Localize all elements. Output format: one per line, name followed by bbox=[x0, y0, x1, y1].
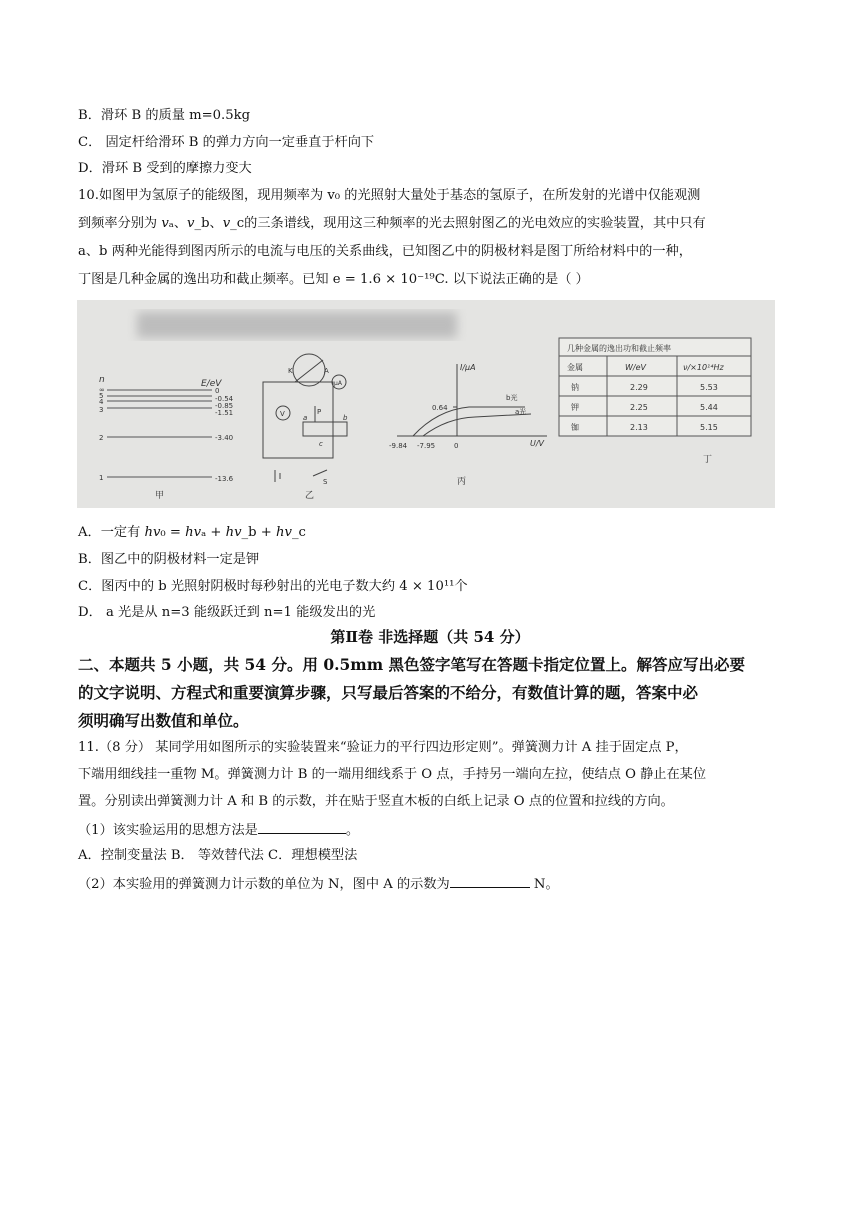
q11-sub-2-end: N。 bbox=[529, 877, 559, 892]
level-e-2: -3.40 bbox=[215, 434, 234, 442]
table-header-metal: 金属 bbox=[567, 363, 583, 372]
label-a: A bbox=[324, 367, 329, 375]
q11-sub-1-end: 。 bbox=[345, 823, 360, 838]
table-cell-sodium: 钠 bbox=[571, 383, 579, 392]
tick-label-064: 0.64 bbox=[432, 404, 448, 412]
level-n-5: 5 bbox=[99, 392, 104, 400]
part2-heading: 第Ⅱ卷 非选择题（共 54 分） bbox=[330, 628, 530, 646]
q10-line-3: a、b 两种光能得到图丙所示的电流与电压的关系曲线，已知图乙中的阴极材料是图丁所给材料中的一种， bbox=[78, 244, 692, 259]
level-n-inf: ∞ bbox=[99, 386, 105, 394]
part2-instruction-3: 须明确写出数值和单位。 bbox=[78, 711, 249, 730]
blurred-header bbox=[137, 312, 457, 338]
q10-line-1: 10.如图甲为氢原子的能级图，现用频率为 v₀ 的光照射大量处于基态的氢原子，在所发射的光谱中仅能观测 bbox=[78, 188, 701, 203]
caption-yi: 乙 bbox=[305, 491, 315, 501]
label-microammeter: μA bbox=[334, 380, 342, 387]
level-n-4: 4 bbox=[99, 398, 104, 406]
option-b: B．滑环 B 的质量 m=0.5kg bbox=[78, 108, 251, 123]
level-n-header: n bbox=[99, 375, 105, 385]
table-cell-rubidium: 铷 bbox=[571, 423, 579, 432]
q10-line-2: 到频率分别为 𝑣ₐ、𝑣_b、𝑣_c的三条谱线，现用这三种频率的光去照射图乙的光电效应的实验装置，其中只有 bbox=[78, 216, 706, 231]
table-cell-potassium: 钾 bbox=[571, 403, 579, 412]
q10-line-4: 丁图是几种金属的逸出功和截止频率。已知 e = 1.6 × 10⁻¹⁹C. 以下说法正确的是（ ） bbox=[78, 272, 589, 287]
table-header-w: W/eV bbox=[625, 363, 646, 372]
q11-sub-2-prompt: （2）本实验用的弹簧测力计示数的单位为 N，图中 A 的示数为 bbox=[78, 877, 450, 892]
q10-option-d: D． a 光是从 n=3 能级跃迁到 n=1 能级发出的光 bbox=[78, 605, 376, 620]
q10-option-c: C．图丙中的 b 光照射阴极时每秒射出的光电子数大约 4 × 10¹¹个 bbox=[78, 579, 468, 594]
table-cell-sodium-nu: 5.53 bbox=[700, 383, 718, 392]
level-n-1: 1 bbox=[99, 474, 104, 482]
curve-b-label: b光 bbox=[506, 394, 518, 402]
q10-option-b: B．图乙中的阴极材料一定是钾 bbox=[78, 552, 260, 567]
q11-line-1: 11.（8 分） 某同学用如图所示的实验装置来“验证力的平行四边形定则”。弹簧测力计 A 挂于固定点 P， bbox=[78, 740, 688, 755]
level-e-4: -0.85 bbox=[215, 402, 234, 410]
level-e-inf: 0 bbox=[215, 387, 220, 395]
level-e-5: -0.54 bbox=[215, 395, 234, 403]
q10-option-a: A．一定有 ℎ𝑣₀ = ℎ𝑣ₐ + ℎ𝑣_b + ℎ𝑣_c bbox=[78, 525, 306, 540]
energy-axis-label: E/eV bbox=[201, 379, 222, 389]
axis-i-label: I/μA bbox=[460, 363, 476, 372]
table-title: 几种金属的逸出功和截止频率 bbox=[567, 344, 671, 353]
option-d: D．滑环 B 受到的摩擦力变大 bbox=[78, 161, 252, 176]
table-cell-sodium-w: 2.29 bbox=[630, 383, 648, 392]
label-voltmeter: V bbox=[280, 410, 285, 418]
axis-u-label: U/V bbox=[530, 439, 545, 448]
q11-line-3: 置。分别读出弹簧测力计 A 和 B 的示数，并在贴于竖直木板的白纸上记录 O 点的位置和拉线的方向。 bbox=[78, 794, 674, 809]
option-c: C． 固定杆给滑环 B 的弹力方向一定垂直于杆向下 bbox=[78, 135, 375, 150]
q10-figure bbox=[77, 300, 775, 508]
table-header-nu: ν/×10¹⁴Hz bbox=[683, 363, 724, 372]
level-n-3: 3 bbox=[99, 406, 104, 414]
table-cell-potassium-w: 2.25 bbox=[630, 403, 648, 412]
label-k: K bbox=[288, 367, 293, 375]
q11-sub-2 bbox=[78, 873, 559, 895]
table-cell-potassium-nu: 5.44 bbox=[700, 403, 718, 412]
tick-label-984: -9.84 bbox=[389, 442, 408, 450]
table-cell-rubidium-nu: 5.15 bbox=[700, 423, 718, 432]
table-cell-rubidium-w: 2.13 bbox=[630, 423, 648, 432]
caption-jia: 甲 bbox=[155, 491, 165, 501]
answer-blank-2[interactable] bbox=[450, 873, 530, 888]
label-rheo-b: b bbox=[343, 414, 348, 422]
q11-line-2: 下端用细线挂一重物 M。弹簧测力计 B 的一端用细线系于 O 点，手持另一端向左拉，使结点 O 静止在某位 bbox=[78, 767, 707, 782]
label-c: c bbox=[319, 440, 323, 448]
level-e-1: -13.6 bbox=[215, 475, 234, 483]
label-p: P bbox=[317, 408, 322, 416]
curve-a-label: a光 bbox=[515, 408, 527, 416]
part2-instruction-1: 二、本题共 5 小题，共 54 分。用 0.5mm 黑色签字笔写在答题卡指定位置上。解答应写出必要 bbox=[78, 655, 746, 674]
q11-sub-1-prompt: （1）该实验运用的思想方法是 bbox=[78, 823, 258, 838]
label-rheo-a: a bbox=[303, 414, 308, 422]
answer-blank-1[interactable] bbox=[258, 819, 346, 834]
level-e-3: -1.51 bbox=[215, 409, 234, 417]
tick-label-0: 0 bbox=[454, 442, 459, 450]
caption-bing: 丙 bbox=[457, 477, 467, 487]
q11-choices: A．控制变量法 B． 等效替代法 C．理想模型法 bbox=[78, 848, 358, 863]
label-s: S bbox=[323, 478, 328, 486]
part2-instruction-2: 的文字说明、方程式和重要演算步骤，只写最后答案的不给分，有数值计算的题，答案中必 bbox=[78, 683, 699, 702]
caption-ding: 丁 bbox=[703, 455, 713, 465]
q11-sub-1 bbox=[78, 819, 359, 841]
level-n-2: 2 bbox=[99, 434, 104, 442]
tick-label-795: -7.95 bbox=[417, 442, 436, 450]
